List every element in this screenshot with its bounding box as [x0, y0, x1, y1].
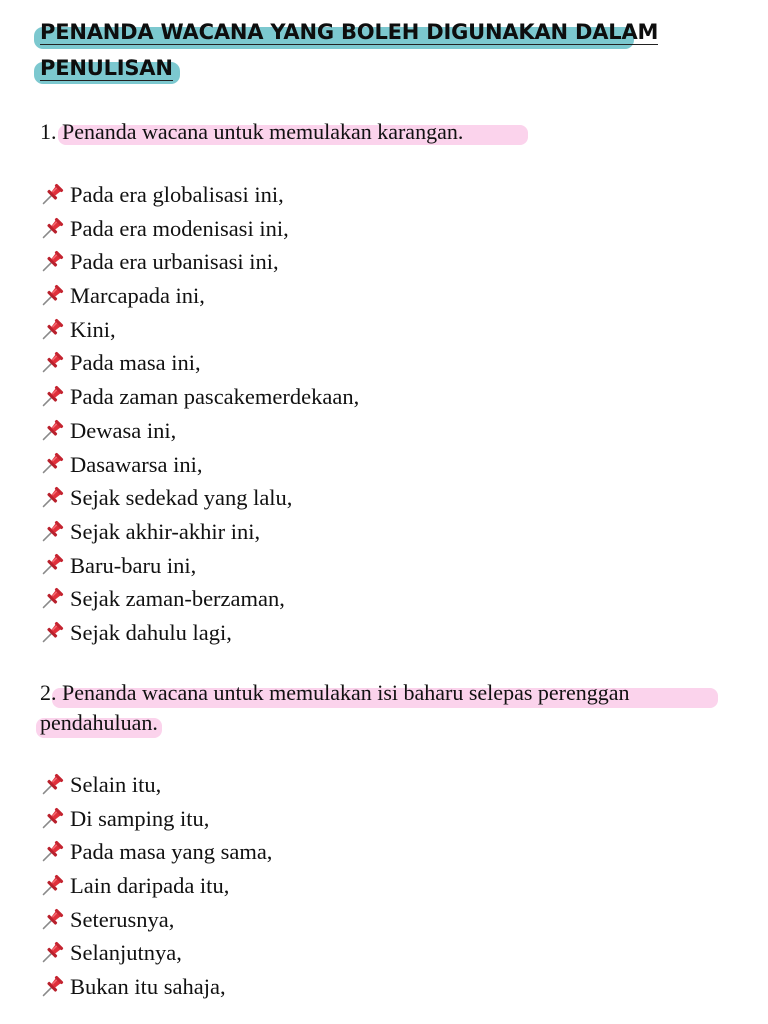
pushpin-icon [40, 318, 64, 342]
list-item [40, 245, 359, 279]
list-item-text: Pada era modenisasi ini, [70, 215, 289, 241]
list-item-text: Sejak sedekad yang lalu, [70, 485, 293, 511]
list-item-text: Dasawarsa ini, [70, 451, 203, 477]
pushpin-icon [40, 520, 64, 544]
list-item-text: Pada masa yang sama, [70, 839, 273, 865]
pushpin-icon [40, 452, 64, 476]
list-item [40, 582, 359, 616]
pushpin-icon [40, 587, 64, 611]
pushpin-icon [40, 385, 64, 409]
list-item-text: Kini, [70, 316, 116, 342]
list-item [40, 802, 272, 836]
list-item-text: Pada era globalisasi ini, [70, 182, 284, 207]
pushpin-icon [40, 351, 64, 375]
section-1-heading: 1. Penanda wacana untuk memulakan karangan. [40, 119, 464, 144]
section-2-heading-line-1: 2. Penanda wacana untuk memulakan isi baharu selepas perenggan [40, 680, 630, 705]
pushpin-icon [40, 183, 64, 207]
pushpin-icon [40, 621, 64, 645]
list-item [40, 448, 359, 482]
page-title-line-1: PENANDA WACANA YANG BOLEH DIGUNAKAN DALAM [40, 20, 659, 44]
list-item-text: Seterusnya, [70, 906, 175, 932]
list-item [40, 903, 272, 937]
list-item-text: Baru-baru ini, [70, 552, 197, 578]
pushpin-icon [40, 217, 64, 241]
list-item [40, 279, 359, 313]
list-item [40, 835, 272, 869]
pushpin-icon [40, 419, 64, 443]
list-item-text: Pada zaman pascakemerdekaan, [70, 384, 360, 410]
list-item-text: Pada era urbanisasi ini, [70, 249, 279, 275]
list-item [40, 768, 272, 802]
pushpin-icon [40, 941, 64, 965]
pushpin-icon [40, 773, 64, 797]
pushpin-icon [40, 807, 64, 831]
pushpin-icon [40, 250, 64, 274]
pushpin-icon [40, 975, 64, 999]
pushpin-icon [40, 874, 64, 898]
pushpin-icon [40, 553, 64, 577]
list-item-text: Marcapada ini, [70, 283, 205, 309]
list-item-text: Sejak akhir-akhir ini, [70, 518, 261, 544]
list-item [40, 869, 272, 903]
list-item [40, 380, 359, 414]
pushpin-icon [40, 486, 64, 510]
list-item [40, 515, 359, 549]
list-item-text: Bukan itu sahaja, [70, 974, 226, 1000]
list-item [40, 616, 359, 650]
pushpin-icon [40, 840, 64, 864]
pushpin-icon [40, 284, 64, 308]
list-item [40, 549, 359, 583]
section-2-list [40, 768, 272, 1004]
list-item [40, 936, 272, 970]
list-item [40, 346, 359, 380]
list-item-text: Lain daripada itu, [70, 873, 230, 899]
list-item-text: Selanjutnya, [70, 940, 182, 966]
pushpin-icon [40, 908, 64, 932]
list-item-text: Dewasa ini, [70, 417, 177, 443]
list-item [40, 313, 359, 347]
list-item [40, 481, 359, 515]
list-item-text: Sejak zaman-berzaman, [70, 586, 285, 612]
list-item [40, 970, 272, 1004]
list-item [40, 212, 359, 246]
section-1-list [40, 178, 359, 650]
page-title-line-2: PENULISAN [40, 56, 173, 80]
list-item [40, 178, 359, 212]
list-item-text: Pada masa ini, [70, 350, 201, 376]
list-item-text: Di samping itu, [70, 805, 210, 831]
list-item [40, 414, 359, 448]
list-item-text: Sejak dahulu lagi, [70, 619, 232, 645]
list-item-text: Selain itu, [70, 772, 162, 797]
section-2-heading-line-2: pendahuluan. [40, 710, 158, 735]
